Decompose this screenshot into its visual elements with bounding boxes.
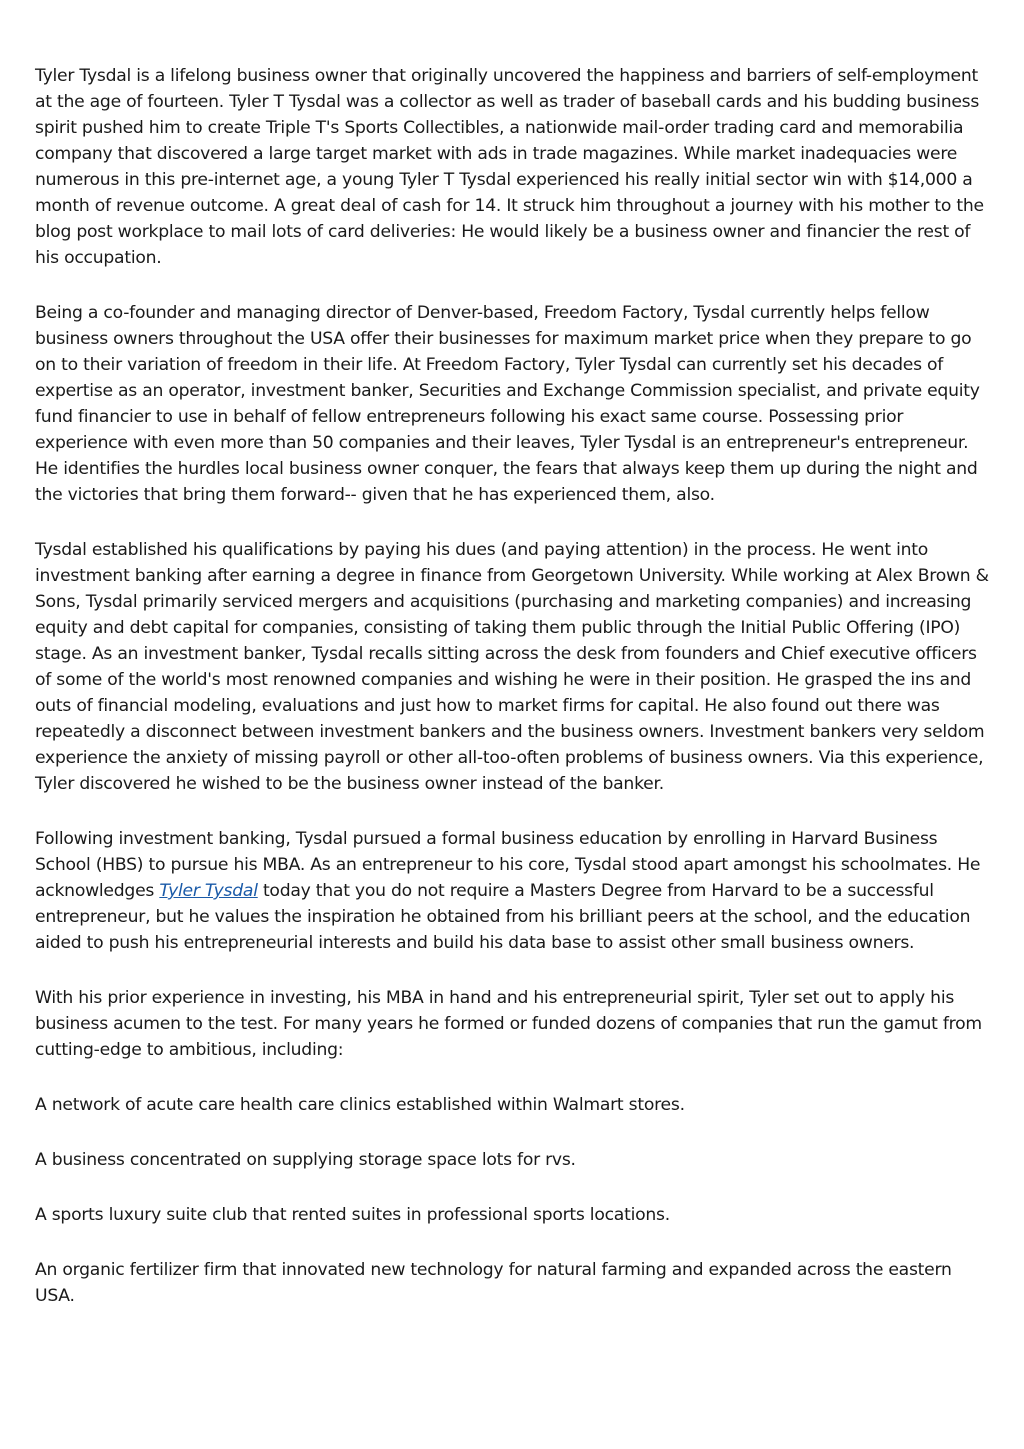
paragraph-organic-fertilizer: An organic fertilizer firm that innovated new technology for natural farming and expanded across the eastern USA. xyxy=(35,1260,952,1306)
paragraph-harvard xyxy=(35,826,995,956)
paragraph-walmart-clinics: A network of acute care health care clinics established within Walmart stores. xyxy=(35,1095,685,1115)
article-body xyxy=(35,63,995,1338)
tyler-tysdal-link[interactable]: Tyler Tysdal xyxy=(159,881,258,901)
paragraph-harvard-text-before: Following investment banking, Tysdal pursued a formal business education by enrolling in Harvard Business School (HBS) to pursue his MBA. As an entrepreneur to his core, Tysdal stood apart amongst his schoolmates. He acknowledges xyxy=(35,829,981,901)
paragraph-harvard-text-after: today that you do not require a Masters Degree from Harvard to be a successful entrepreneur, but he values the inspiration he obtained from his brilliant peers at the school, and the education aided to push his entrepreneurial interests and build his data base to assist other small business owners. xyxy=(35,881,971,953)
paragraph-rv-storage: A business concentrated on supplying storage space lots for rvs. xyxy=(35,1150,576,1170)
paragraph-freedom-factory: Being a co-founder and managing director of Denver-based, Freedom Factory, Tysdal currently helps fellow business owners throughout the USA offer their businesses for maximum market price when they prepare to go on to their variation of freedom in their life. At Freedom Factory, Tyler Tysdal can currently set his decades of expertise as an operator, investment banker, Securities and Exchange Commission specialist, and private equity fund financier to use in behalf of fellow entrepreneurs following his exact same course. Possessing prior experience with even more than 50 companies and their leaves, Tyler Tysdal is an entrepreneur's entrepreneur. He identifies the hurdles local business owner conquer, the fears that always keep them up during the night and the victories that bring them forward-- given that he has experienced them, also. xyxy=(35,303,980,505)
paragraph-investment-banking: Tysdal established his qualifications by paying his dues (and paying attention) in the process. He went into investment banking after earning a degree in finance from Georgetown University. While working at Alex Brown & Sons, Tysdal primarily serviced mergers and acquisitions (purchasing and marketing companies) and increasing equity and debt capital for companies, consisting of taking them public through the Initial Public Offering (IPO) stage. As an investment banker, Tysdal recalls sitting across the desk from founders and Chief executive officers of some of the world's most renowned companies and wishing he were in their position. He grasped the ins and outs of financial modeling, evaluations and just how to market firms for capital. He also found out there was repeatedly a disconnect between investment bankers and the business owners. Investment bankers very seldom experience the anxiety of missing payroll or other all-too-often problems of business owners. Via this experience, Tyler discovered he wished to be the business owner instead of the banker. xyxy=(35,540,989,794)
paragraph-early-business: Tyler Tysdal is a lifelong business owner that originally uncovered the happiness and barriers of self-employment at the age of fourteen. Tyler T Tysdal was a collector as well as trader of baseball cards and his budding business spirit pushed him to create Triple T's Sports Collectibles, a nationwide mail-order trading card and memorabilia company that discovered a large target market with ads in trade magazines. While market inadequacies were numerous in this pre-internet age, a young Tyler T Tysdal experienced his really initial sector win with $14,000 a month of revenue outcome. A great deal of cash for 14. It struck him throughout a journey with his mother to the blog post workplace to mail lots of card deliveries: He would likely be a business owner and financier the rest of his occupation. xyxy=(35,66,984,268)
paragraph-luxury-suites: A sports luxury suite club that rented suites in professional sports locations. xyxy=(35,1205,670,1225)
paragraph-companies-intro: With his prior experience in investing, his MBA in hand and his entrepreneurial spirit, Tyler set out to apply his business acumen to the test. For many years he formed or funded dozens of companies that run the gamut from cutting-edge to ambitious, including: xyxy=(35,988,982,1060)
